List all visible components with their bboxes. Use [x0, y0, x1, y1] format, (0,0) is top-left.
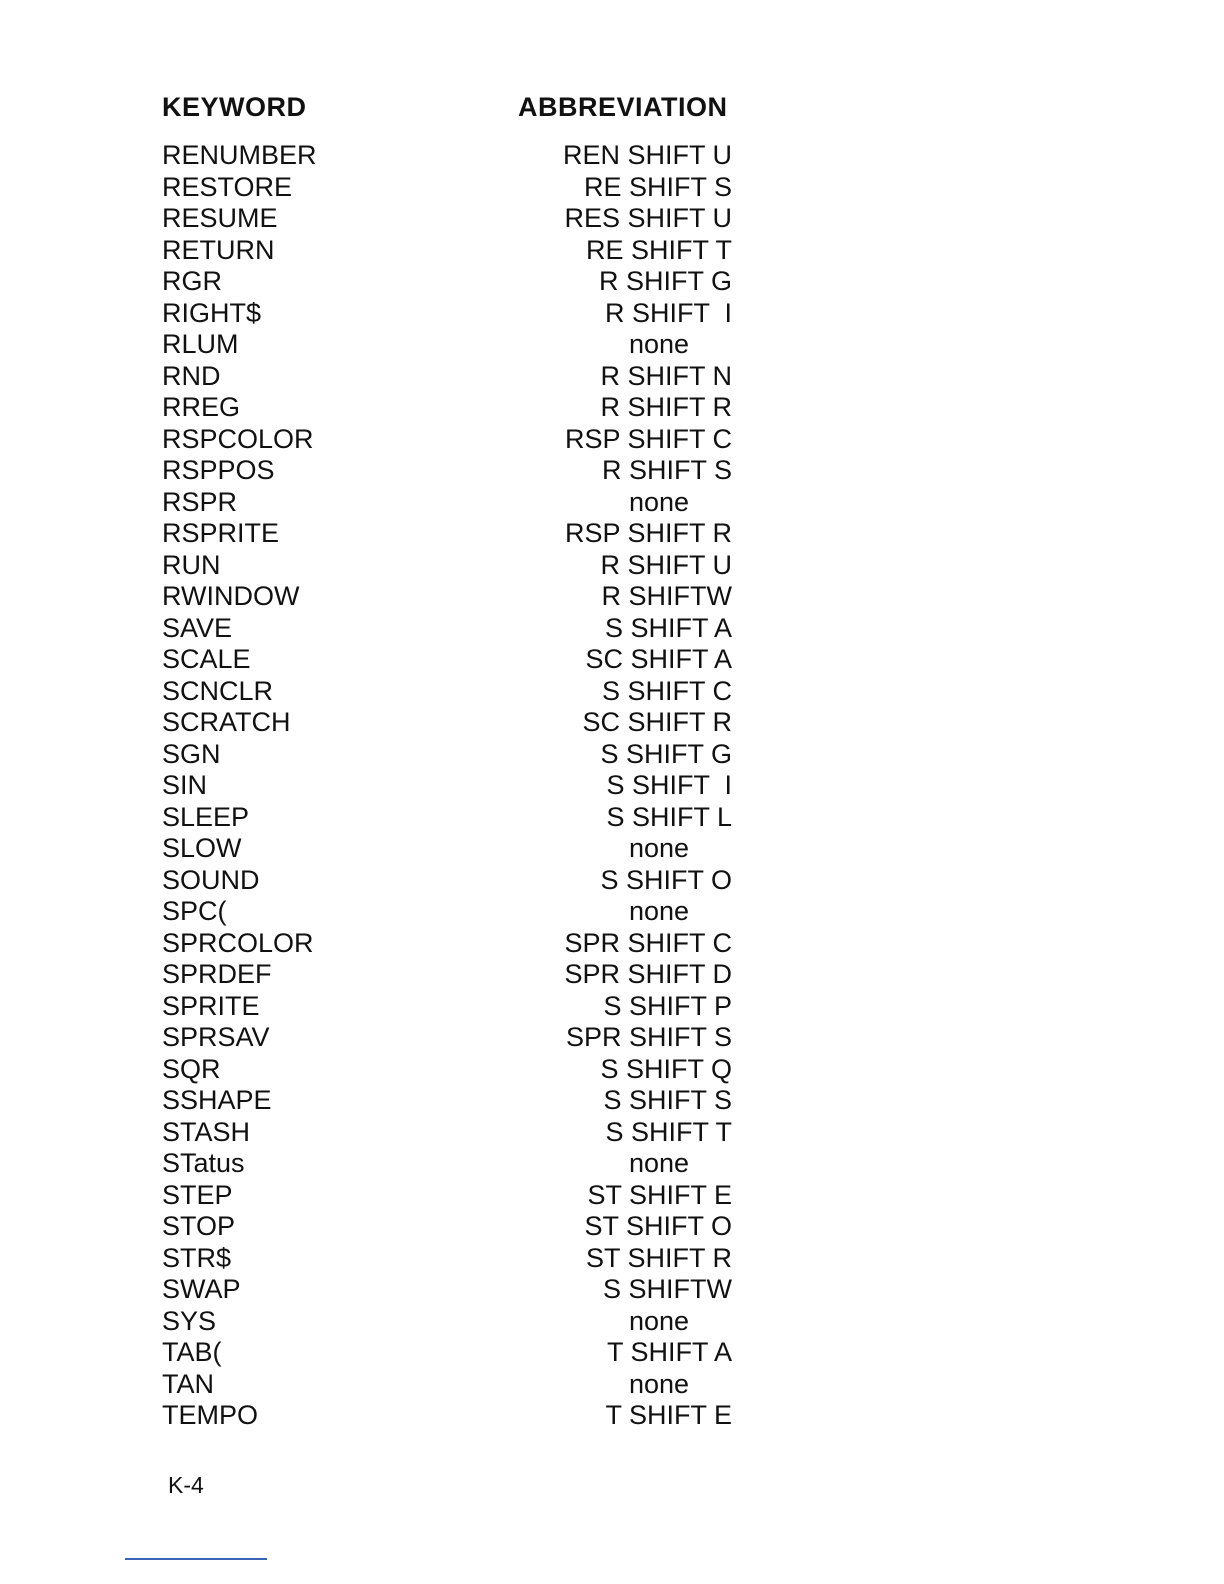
abbreviation-cell: R SHIFTW [601, 581, 732, 611]
table-row [0, 991, 1224, 1023]
abbreviation-cell: RE SHIFT T [585, 234, 732, 265]
keyword-cell: SPRCOLOR [162, 927, 314, 958]
keyword-cell: RESUME [162, 203, 278, 233]
table-row [0, 1369, 1224, 1401]
abbreviation-cell: RES SHIFT U [564, 203, 732, 233]
table-row [0, 172, 1224, 204]
keyword-column-header: KEYWORD [162, 92, 307, 122]
abbreviation-cell: SPR SHIFT S [565, 1022, 732, 1052]
keyword-cell: TAB( [162, 1337, 222, 1367]
table-row [0, 896, 1224, 928]
table-row [0, 770, 1224, 802]
abbreviation-cell: RE SHIFT S [583, 171, 732, 202]
keyword-cell: SCALE [162, 644, 251, 674]
abbreviation-cell: R SHIFT S [601, 455, 732, 485]
abbreviation-cell: SPR SHIFT D [564, 959, 732, 989]
keyword-cell: RWINDOW [162, 581, 300, 611]
abbreviation-cell: none [628, 1148, 690, 1178]
table-row [0, 865, 1224, 897]
keyword-cell: RREG [162, 392, 241, 422]
table-row [0, 1400, 1224, 1432]
abbreviation-cell: S SHIFTW [603, 1274, 732, 1304]
table-row [0, 140, 1224, 172]
abbreviation-cell: ST SHIFT E [587, 1179, 732, 1210]
table-row [0, 550, 1224, 582]
abbreviation-cell: SPR SHIFT C [564, 927, 732, 958]
keyword-cell: RIGHT$ [162, 297, 262, 328]
abbreviation-cell: SC SHIFT R [582, 707, 732, 737]
keyword-cell: RSPCOLOR [162, 423, 314, 454]
table-row [0, 298, 1224, 330]
keyword-cell: SPRDEF [162, 959, 272, 989]
table-row [0, 266, 1224, 298]
table-row [0, 1117, 1224, 1149]
table-row [0, 802, 1224, 834]
table-row [0, 1085, 1224, 1117]
abbreviation-cell: RSP SHIFT R [564, 518, 732, 548]
keyword-cell: STR$ [162, 1242, 232, 1273]
abbreviation-cell: S SHIFT G [600, 738, 732, 769]
table-row [0, 203, 1224, 235]
abbreviation-cell: S SHIFT S [603, 1085, 732, 1115]
keyword-cell: SAVE [162, 612, 233, 643]
table-row [0, 959, 1224, 991]
table-row [0, 235, 1224, 267]
abbreviation-cell: REN SHIFT U [562, 140, 732, 170]
abbreviation-cell: S SHIFT I [606, 770, 732, 800]
table-row [0, 424, 1224, 456]
abbreviation-cell: RSP SHIFT C [564, 423, 732, 454]
table-row [0, 707, 1224, 739]
table-row [0, 1274, 1224, 1306]
table-row [0, 644, 1224, 676]
abbreviation-cell: R SHIFT U [600, 549, 732, 580]
table-row [0, 392, 1224, 424]
abbreviation-cell: R SHIFT I [604, 297, 732, 328]
table-row [0, 1180, 1224, 1212]
abbreviation-cell: T SHIFT A [606, 1337, 732, 1367]
table-row [0, 1337, 1224, 1369]
keyword-cell: STatus [162, 1148, 245, 1178]
abbreviation-cell: R SHIFT N [600, 360, 732, 391]
abbreviation-cell: none [628, 1305, 690, 1336]
abbreviation-cell: S SHIFT P [603, 990, 732, 1021]
footer-divider [125, 1558, 267, 1560]
table-row [0, 361, 1224, 393]
keyword-cell: SIN [162, 770, 208, 800]
table-row [0, 518, 1224, 550]
keyword-cell: TAN [162, 1368, 214, 1399]
keyword-cell: RGR [162, 266, 222, 296]
keyword-cell: SSHAPE [162, 1085, 272, 1115]
table-row [0, 833, 1224, 865]
table-row [0, 581, 1224, 613]
abbreviation-cell: S SHIFT T [605, 1116, 732, 1147]
keyword-cell: SLOW [162, 833, 242, 863]
keyword-cell: RUN [162, 549, 221, 580]
keyword-cell: SQR [162, 1053, 221, 1084]
table-row [0, 1054, 1224, 1086]
abbreviation-cell: R SHIFT G [598, 266, 732, 296]
page-number: K-4 [168, 1472, 204, 1498]
table-row [0, 1022, 1224, 1054]
abbreviation-cell: SC SHIFT A [585, 644, 732, 674]
keyword-cell: RENUMBER [162, 140, 317, 170]
table-row [0, 676, 1224, 708]
keyword-cell: STOP [162, 1211, 236, 1241]
keyword-cell: RESTORE [162, 171, 293, 202]
abbreviation-cell: T SHIFT E [605, 1400, 732, 1430]
abbreviation-cell: S SHIFT L [606, 801, 732, 832]
abbreviation-cell: S SHIFT A [604, 612, 732, 643]
abbreviation-cell: none [628, 486, 690, 517]
keyword-cell: SGN [162, 738, 221, 769]
keyword-cell: RETURN [162, 234, 275, 265]
abbreviation-cell: R SHIFT R [600, 392, 732, 422]
keyword-cell: RLUM [162, 329, 239, 359]
keyword-cell: SOUND [162, 864, 260, 895]
keyword-cell: SPC( [162, 896, 227, 926]
keyword-cell: SPRITE [162, 990, 260, 1021]
keyword-cell: SLEEP [162, 801, 250, 832]
abbreviation-cell: S SHIFT Q [600, 1053, 732, 1084]
abbreviation-cell: ST SHIFT O [584, 1211, 732, 1241]
abbreviation-cell: S SHIFT C [601, 675, 732, 706]
keyword-cell: SCRATCH [162, 707, 291, 737]
keyword-cell: RSPR [162, 486, 238, 517]
keyword-cell: RND [162, 360, 221, 391]
keyword-cell: SYS [162, 1305, 217, 1336]
keyword-abbreviation-table [0, 140, 1224, 1432]
table-row [0, 1211, 1224, 1243]
abbreviation-cell: none [628, 329, 690, 359]
keyword-cell: RSPPOS [162, 455, 275, 485]
table-row [0, 739, 1224, 771]
keyword-cell: SPRSAV [162, 1022, 270, 1052]
table-row [0, 1148, 1224, 1180]
abbreviation-column-header: ABBREVIATION [518, 92, 728, 122]
keyword-cell: STASH [162, 1116, 251, 1147]
keyword-cell: SCNCLR [162, 675, 274, 706]
abbreviation-cell: ST SHIFT R [585, 1242, 732, 1273]
table-row [0, 1306, 1224, 1338]
keyword-cell: RSPRITE [162, 518, 280, 548]
table-row [0, 613, 1224, 645]
abbreviation-cell: none [628, 833, 690, 863]
table-row [0, 455, 1224, 487]
table-row [0, 928, 1224, 960]
table-row [0, 1243, 1224, 1275]
table-row [0, 487, 1224, 519]
keyword-cell: STEP [162, 1179, 233, 1210]
abbreviation-cell: S SHIFT O [600, 864, 732, 895]
abbreviation-cell: none [628, 1368, 690, 1399]
abbreviation-cell: none [628, 896, 690, 926]
keyword-cell: TEMPO [162, 1400, 259, 1430]
table-row [0, 329, 1224, 361]
keyword-cell: SWAP [162, 1274, 241, 1304]
